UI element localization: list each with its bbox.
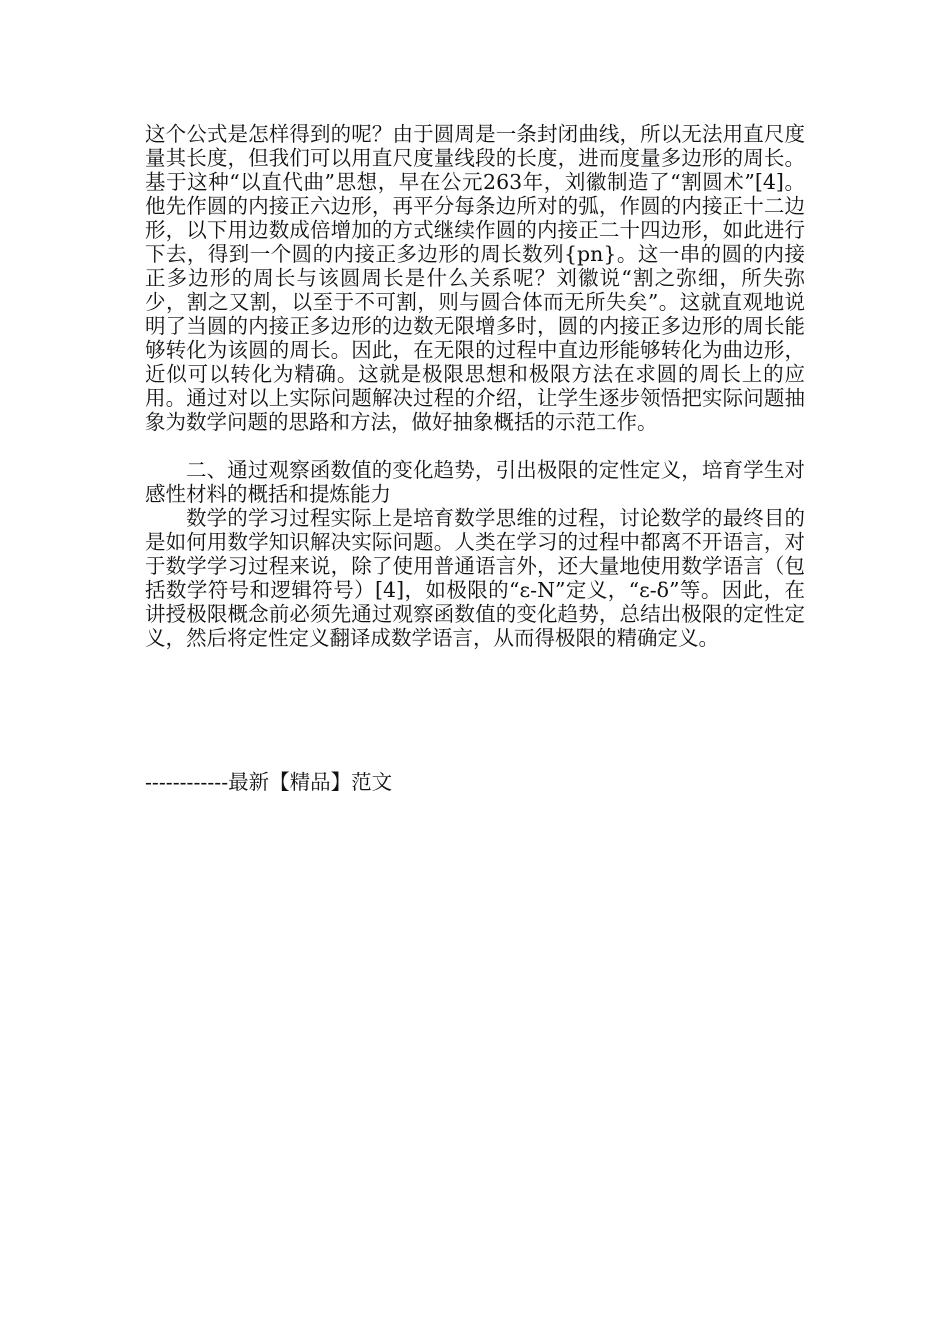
- footer-text: ------------最新【精品】范文: [145, 770, 393, 794]
- paragraph-circle-perimeter: 这个公式是怎样得到的呢？由于圆周是一条封闭曲线，所以无法用直尺度量其长度，但我们可以用直尺度量线段的长度，进而度量多边形的周长。基于这种“以直代曲”思想，早在公元263年，刘徽制造了“割圆术”[4]。他先作圆的内接正六边形，再平分每条边所对的弧，作圆的内接正十二边形，以下用边数成倍增加的方式继续作圆的内接正二十四边形，如此进行下去，得到一个圆的内接正多边形的周长数列{pn}。这一串的圆的内接正多边形的周长与该圆周长是什么关系呢？刘徽说“割之弥细，所失弥少，割之又割，以至于不可割，则与圆合体而无所失矣”。这就直观地说明了当圆的内接正多边形的边数无限增多时，圆的内接正多边形的周长能够转化为该圆的周长。因此，在无限的过程中直边形能够转化为曲边形，近似可以转化为精确。这就是极限思想和极限方法在求圆的周长上的应用。通过对以上实际问题解决过程的介绍，让学生逐步领悟把实际问题抽象为数学问题的思路和方法，做好抽象概括的示范工作。: [145, 122, 805, 434]
- document-body: [145, 122, 805, 650]
- section-heading-limit-definition: 二、通过观察函数值的变化趋势，引出极限的定性定义，培育学生对感性材料的概括和提炼能力: [145, 458, 805, 506]
- paragraph-math-language: 数学的学习过程实际上是培育数学思维的过程，讨论数学的最终目的是如何用数学知识解决实际问题。人类在学习的过程中都离不开语言，对于数学学习过程来说，除了使用普通语言外，还大量地使用数学语言（包括数学符号和逻辑符号）[4]，如极限的“ε-N”定义，“ε-δ”等。因此，在讲授极限概念前必须先通过观察函数值的变化趋势，总结出极限的定性定义，然后将定性定义翻译成数学语言，从而得极限的精确定义。: [145, 506, 805, 650]
